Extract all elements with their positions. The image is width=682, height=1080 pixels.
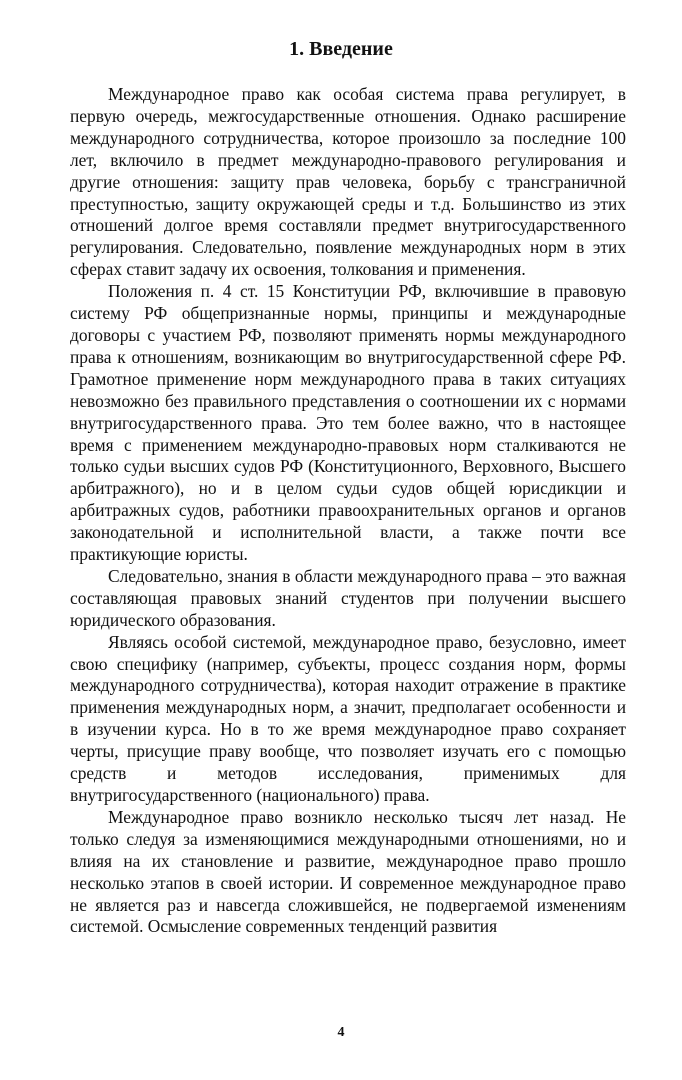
paragraph-3: Следовательно, знания в области международного права – это важная составляющая правовых знаний студентов при получении высшего юридического образования. (70, 565, 626, 630)
paragraph-2: Положения п. 4 ст. 15 Конституции РФ, включившие в правовую систему РФ общепризнанные нормы, принципы и международные договоры с участием РФ, позволяют применять нормы международного права к отношениям, возникающим во внутригосударственной сфере РФ. Грамотное применение норм международного права в таких ситуациях невозможно без правильного представления о соотношении их с нормами внутригосударственного права. Это тем более важно, что в настоящее время с применением международно-правовых норм сталкиваются не только судьи высших судов РФ (Конституционного, Верховного, Высшего арбитражного), но и в целом судьи судов общей юрисдикции и арбитражных судов, работники правоохранительных органов и органов законодательной и исполнительной власти, а также почти все практикующие юристы. (70, 281, 626, 565)
page-number: 4 (337, 1025, 345, 1040)
paragraph-1: Международное право как особая система права регулирует, в первую очередь, межгосударственные отношения. Однако расширение международного сотрудничества, которое произошло за последние 100 лет, включило в предмет международно-правового регулирования и другие отношения: защиту прав человека, борьбу с трансграничной преступностью, защиту окружающей среды и т.д. Большинство из этих отношений долгое время составляли предмет внутригосударственного регулирования. Следовательно, появление международных норм в этих сферах ставит задачу их освоения, толкования и применения. (70, 84, 626, 280)
paragraph-4: Являясь особой системой, международное право, безусловно, имеет свою специфику (например, субъекты, процесс создания норм, формы международного сотрудничества), которая находит отражение в практике применения международных норм, а значит, предполагает особенности и в изучении курса. Но в то же время международное право сохраняет черты, присущие праву вообще, что позволяет изучать его с помощью средств и методов исследования, применимых для внутригосударственного (национального) права. (70, 631, 626, 805)
body-text (70, 84, 626, 938)
section-heading: 1. Введение (289, 38, 393, 60)
paragraph-5: Международное право возникло несколько тысяч лет назад. Не только следуя за изменяющимися международными отношениями, но и влияя на их становление и развитие, международное право прошло несколько этапов в своей истории. И современное международное право не является раз и навсегда сложившейся, не подвергаемой изменениям системой. Осмысление современных тенденций развития (70, 806, 626, 937)
